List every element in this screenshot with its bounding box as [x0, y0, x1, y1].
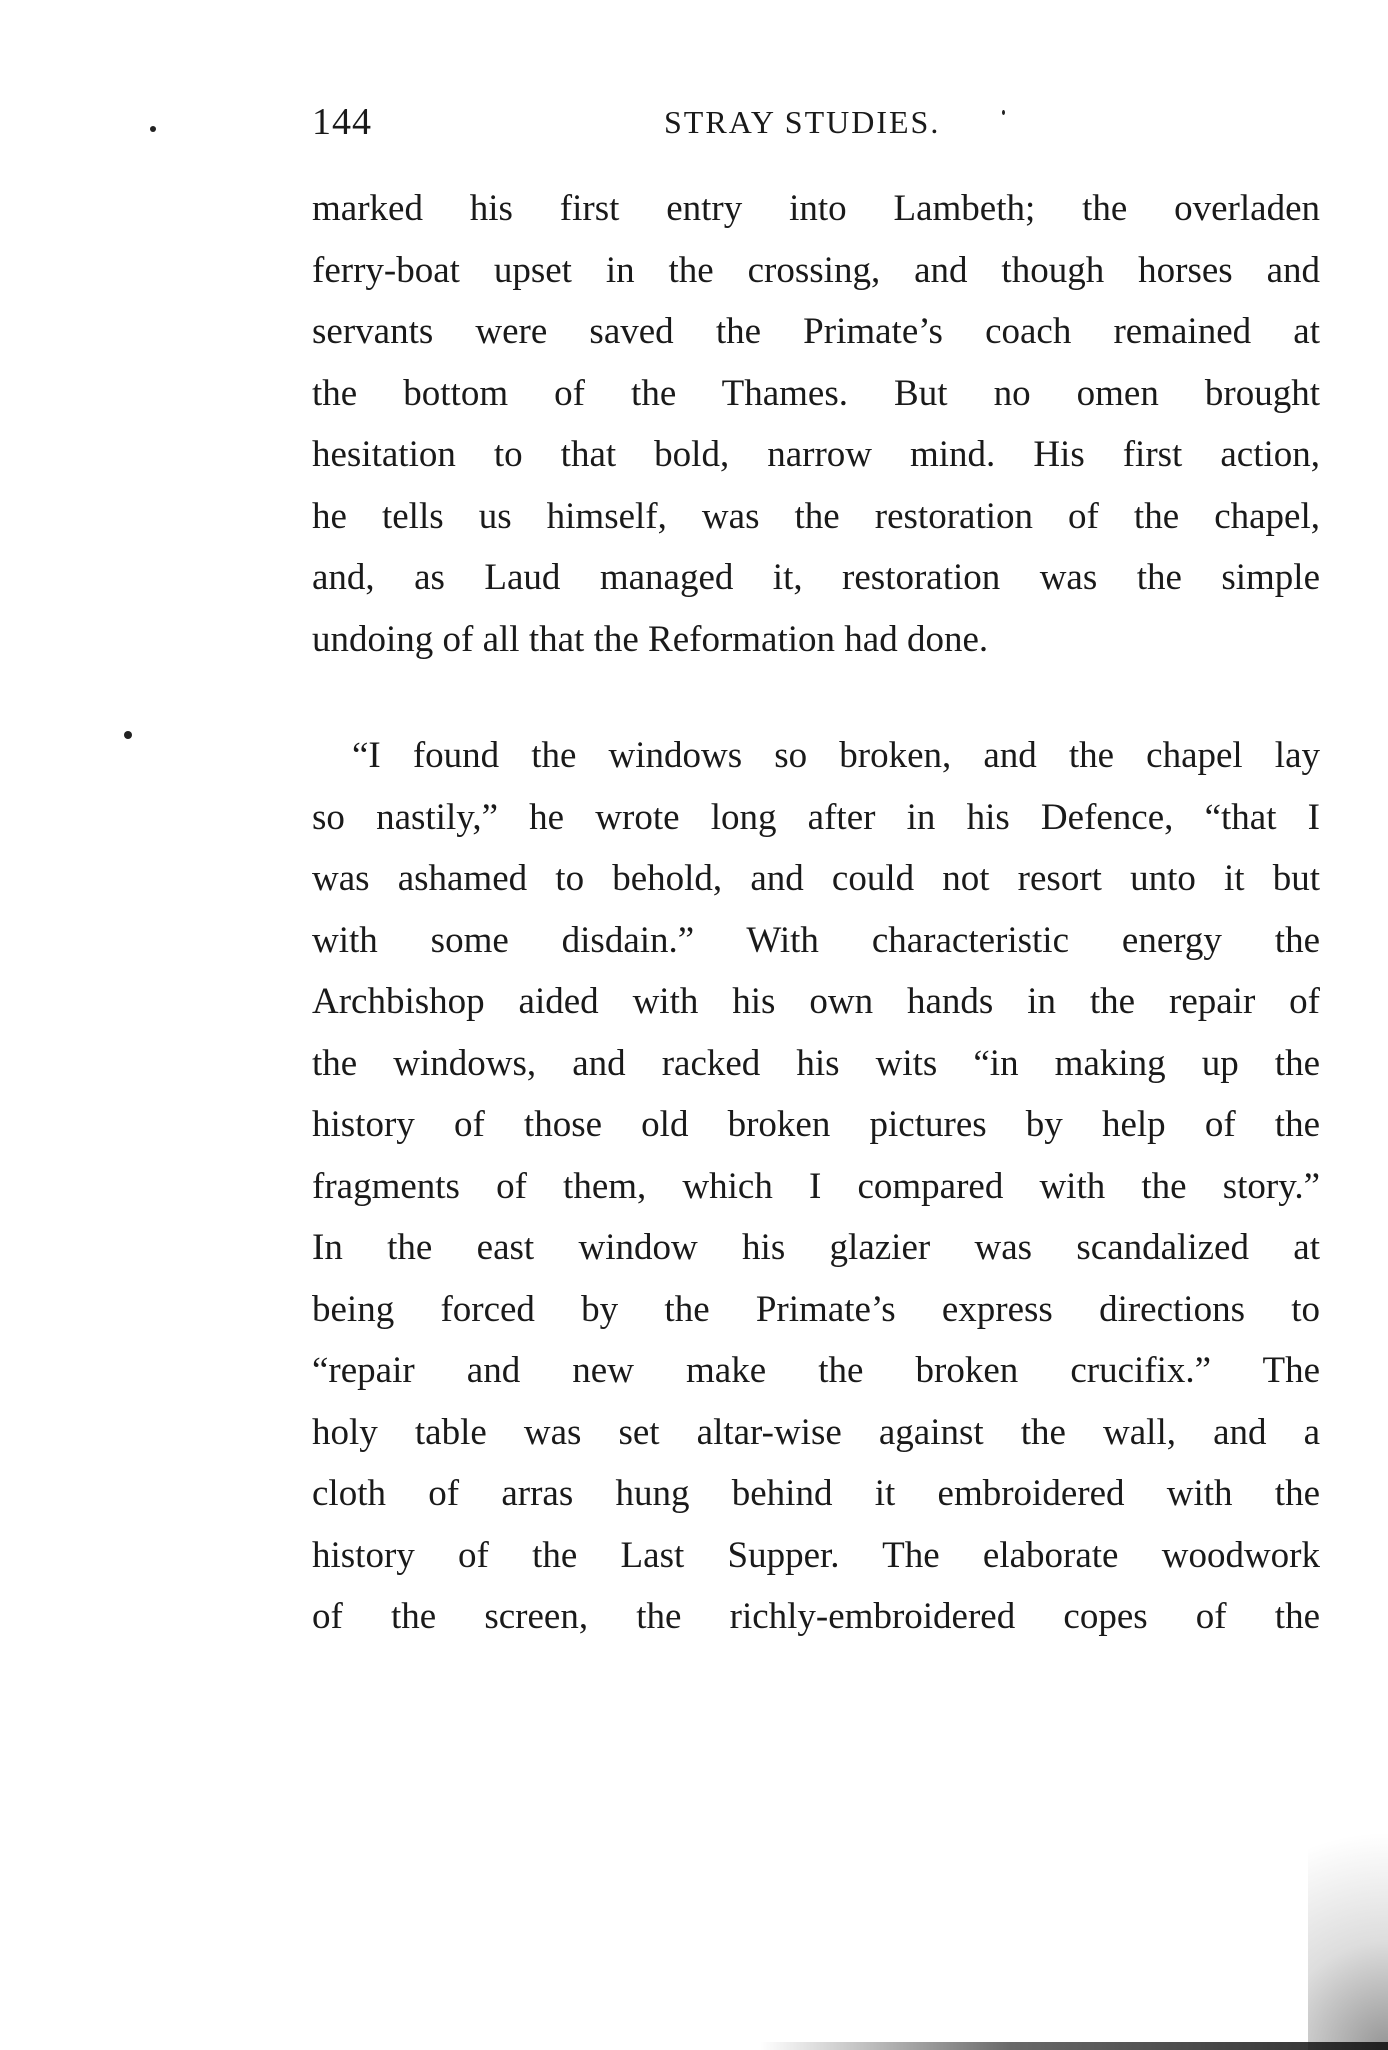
text-line: the windows, and racked his wits “in making up the [312, 1042, 1320, 1084]
text-line: being forced by the Primate’s express directions to [312, 1288, 1320, 1330]
text-line: history of those old broken pictures by help of the [312, 1104, 1320, 1145]
page-number: 144 [312, 101, 372, 143]
text-line: servants were saved the Primate’s coach remained at [312, 311, 1320, 352]
text-line: of the screen, the richly-embroidered copes of the [312, 1596, 1320, 1637]
scan-edge-shadow [1308, 1750, 1388, 2050]
ink-speck [1002, 110, 1005, 115]
paragraph-gap [312, 670, 1320, 725]
text-line: cloth of arras hung behind it embroidered with the [312, 1473, 1320, 1514]
text-line: history of the Last Supper. The elaborate woodwork [312, 1534, 1320, 1576]
text-line: and, as Laud managed it, restoration was the simple [312, 557, 1320, 598]
text-line: with some disdain.” With characteristic energy the [312, 919, 1320, 961]
page-header [312, 100, 1320, 150]
ink-speck [150, 126, 156, 132]
body-text [312, 178, 1320, 1648]
text-line: holy table was set altar-wise against the wall, and a [312, 1411, 1320, 1453]
text-line: marked his first entry into Lambeth; the overladen [312, 188, 1320, 229]
paragraph [312, 178, 1320, 670]
text-line: undoing of all that the Reformation had done. [312, 618, 989, 660]
text-line: hesitation to that bold, narrow mind. His first action, [312, 434, 1320, 475]
text-line: fragments of them, which I compared with the story.” [312, 1165, 1320, 1207]
running-head: STRAY STUDIES. [664, 104, 941, 140]
paragraph [312, 725, 1320, 1648]
text-line: he tells us himself, was the restoration of the chapel, [312, 495, 1320, 537]
text-line: the bottom of the Thames. But no omen brought [312, 372, 1320, 414]
text-line: was ashamed to behold, and could not resort unto it but [312, 858, 1320, 899]
text-line: In the east window his glazier was scandalized at [312, 1227, 1320, 1268]
text-line: “I found the windows so broken, and the chapel lay [352, 735, 1320, 776]
text-line: Archbishop aided with his own hands in the repair of [312, 981, 1320, 1022]
text-line: “repair and new make the broken crucifix.” The [312, 1350, 1320, 1391]
ink-speck [124, 731, 132, 739]
text-line: ferry-boat upset in the crossing, and though horses and [312, 249, 1320, 291]
text-line: so nastily,” he wrote long after in his Defence, “that I [312, 796, 1320, 838]
scan-bottom-edge [760, 2042, 1388, 2050]
